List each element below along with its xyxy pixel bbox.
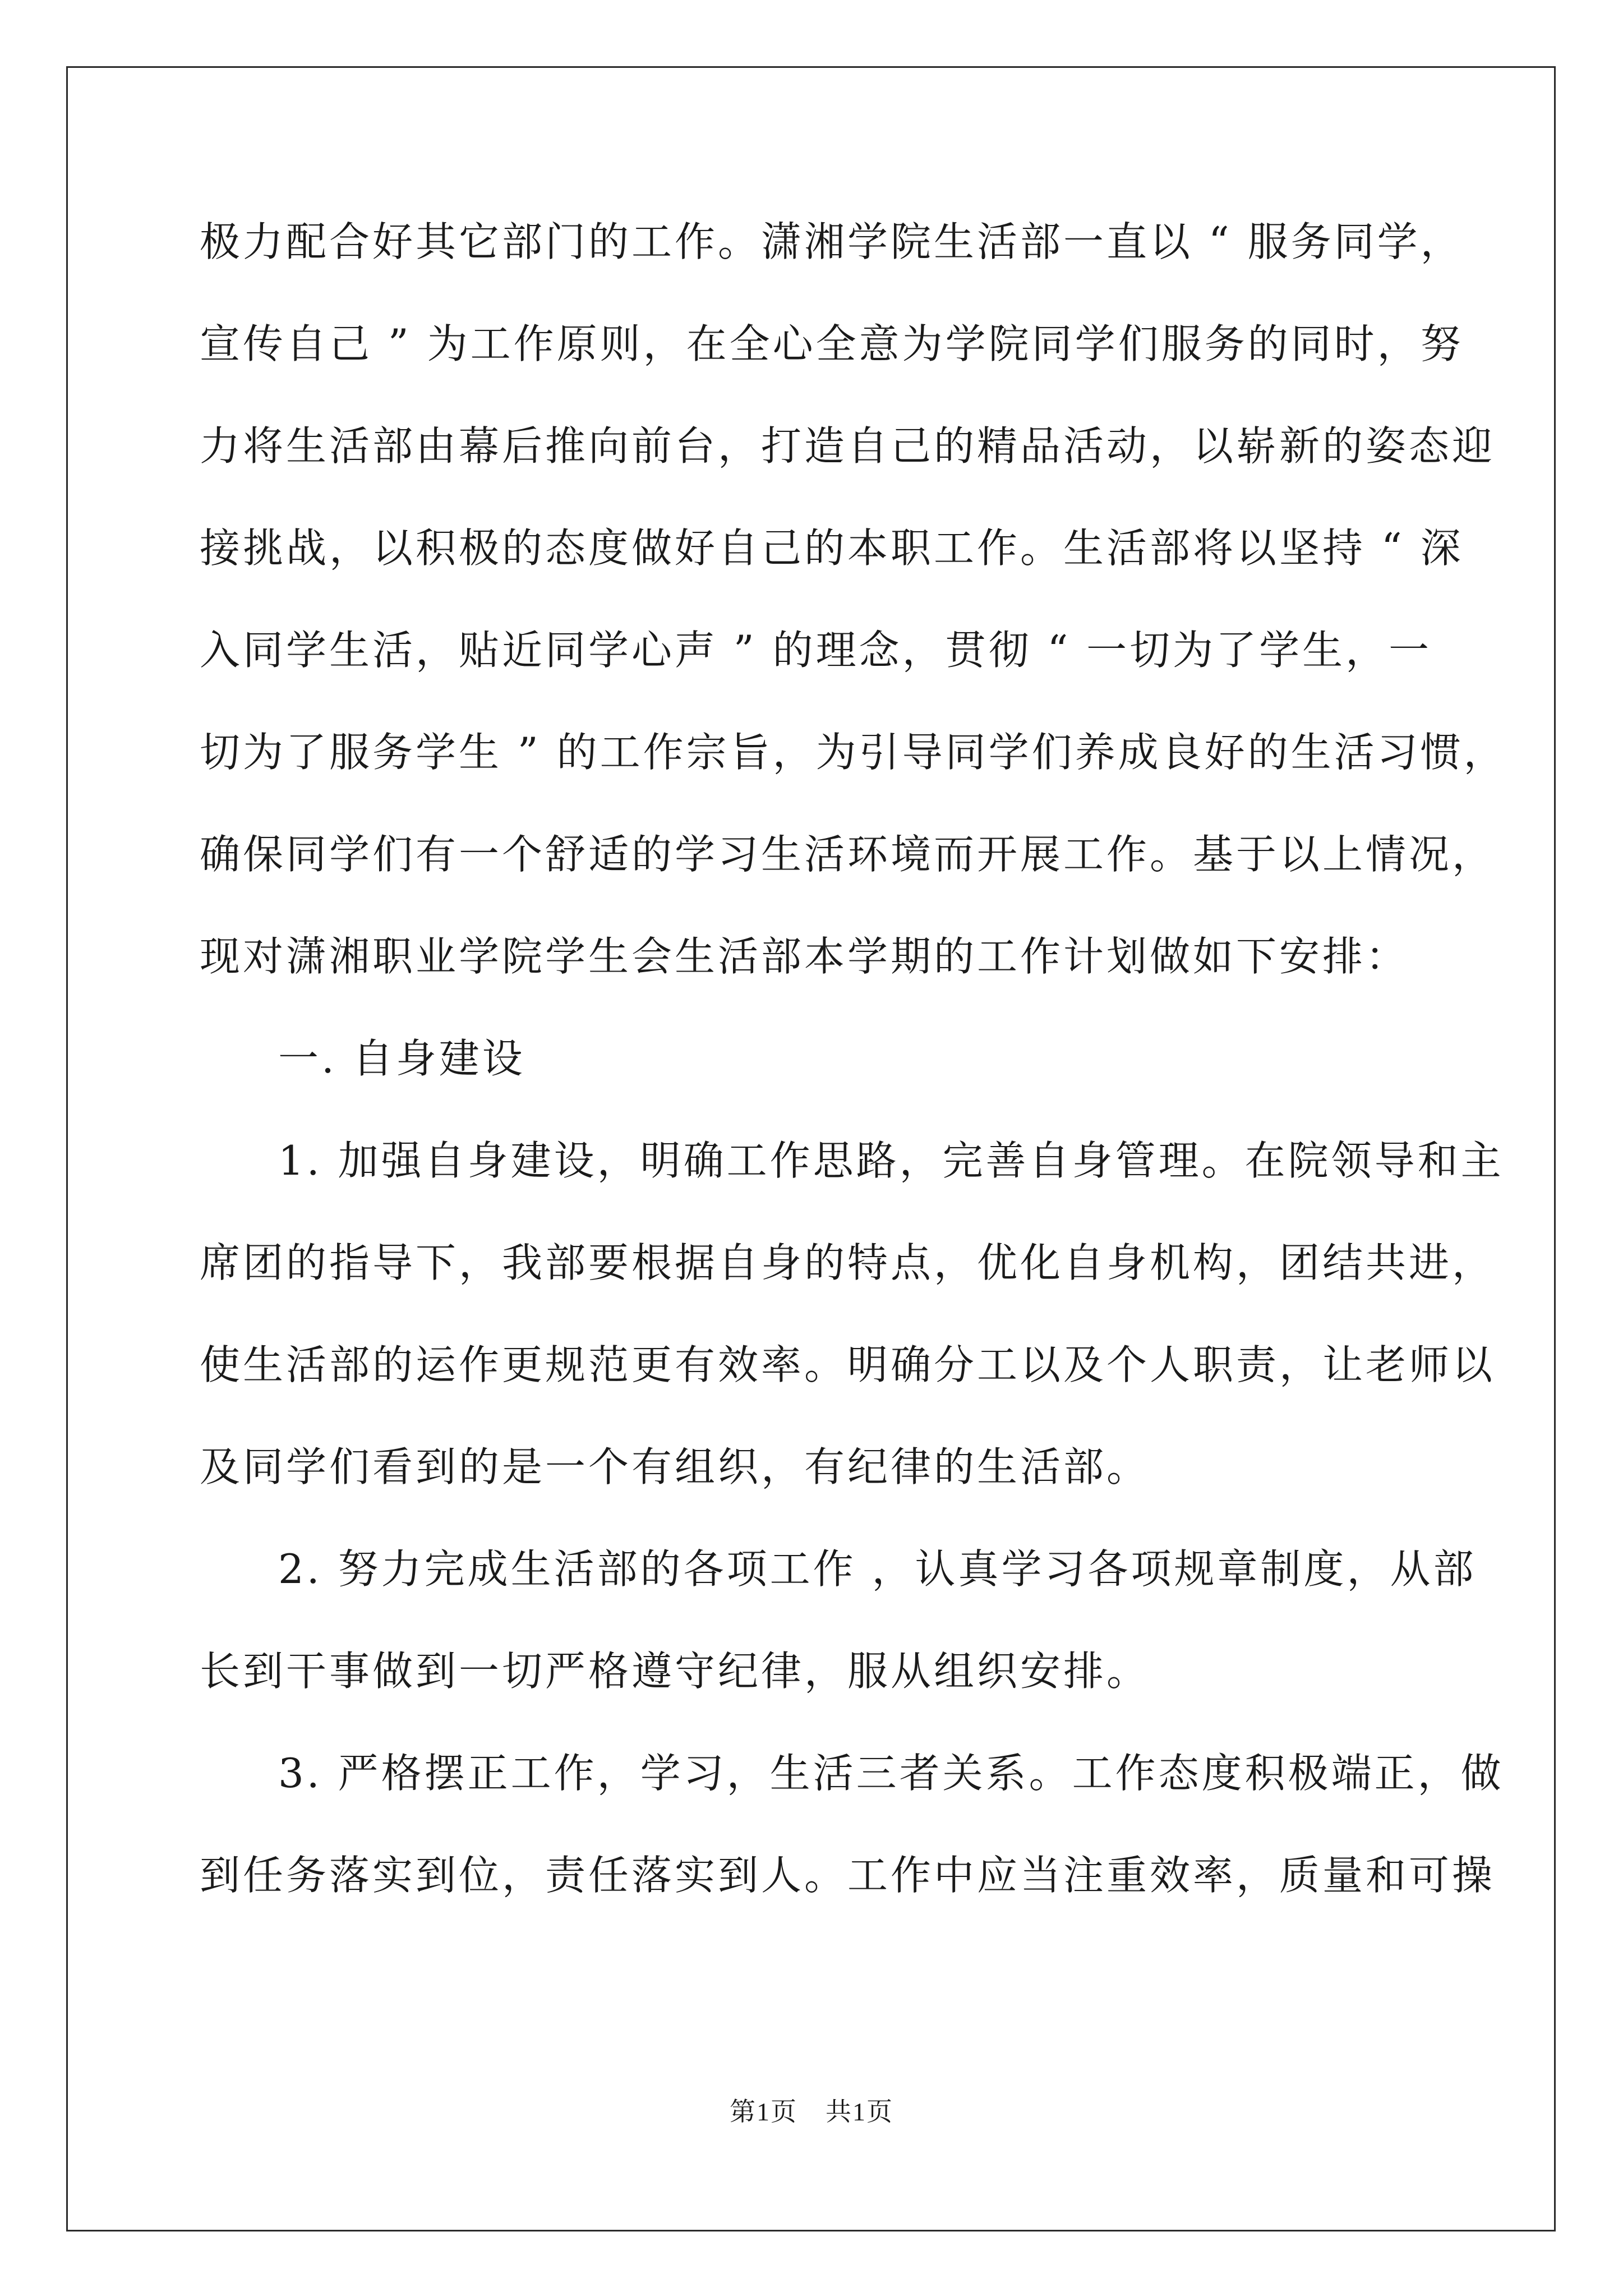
- text-line: 1. 加强自身建设，明确工作思路，完善自身管理。在院领导和主: [278, 1137, 1504, 1184]
- text-line: 现对潇湘职业学院学生会生活部本学期的工作计划做如下安排：: [200, 933, 1409, 980]
- text-line: 入同学生活，贴近同学心声 ” 的理念，贯彻 “ 一切为了学生，一: [200, 627, 1432, 674]
- text-line: 接挑战，以积极的态度做好自己的本职工作。生活部将以坚持 “ 深: [200, 524, 1464, 572]
- text-line: 长到干事做到一切严格遵守纪律，服从组织安排。: [200, 1648, 1150, 1695]
- text-line: 确保同学们有一个舒适的学习生活环境而开展工作。基于以上情况，: [200, 831, 1496, 878]
- document-body: [200, 191, 1507, 1926]
- text-line: 到任务落实到位，责任落实到人。工作中应当注重效率，质量和可操: [200, 1852, 1496, 1899]
- page-total: 共1页: [826, 2097, 893, 2126]
- text-line: 力将生活部由幕后推向前台，打造自己的精品活动，以崭新的姿态迎: [200, 422, 1496, 470]
- text-line: 切为了服务学生 ” 的工作宗旨，为引导同学们养成良好的生活习惯，: [200, 729, 1507, 776]
- text-line: 宣传自己 ” 为工作原则，在全心全意为学院同学们服务的同时，努: [200, 320, 1464, 367]
- text-line: 席团的指导下，我部要根据自身的特点，优化自身机构，团结共进，: [200, 1239, 1496, 1286]
- text-line: 及同学们看到的是一个有组织，有纪律的生活部。: [200, 1443, 1150, 1490]
- page-footer: [0, 2091, 1623, 2128]
- text-line: 3. 严格摆正工作，学习，生活三者关系。工作态度积极端正，做: [278, 1750, 1504, 1797]
- text-line: 极力配合好其它部门的工作。潇湘学院生活部一直以 “ 服务同学，: [200, 218, 1464, 265]
- text-line: 2. 努力完成生活部的各项工作 ，认真学习各项规章制度，从部: [278, 1545, 1477, 1593]
- text-line: 使生活部的运作更规范更有效率。明确分工以及个人职责，让老师以: [200, 1341, 1496, 1388]
- section-heading: 一. 自身建设: [278, 1035, 525, 1082]
- page-number: 第1页: [730, 2097, 797, 2126]
